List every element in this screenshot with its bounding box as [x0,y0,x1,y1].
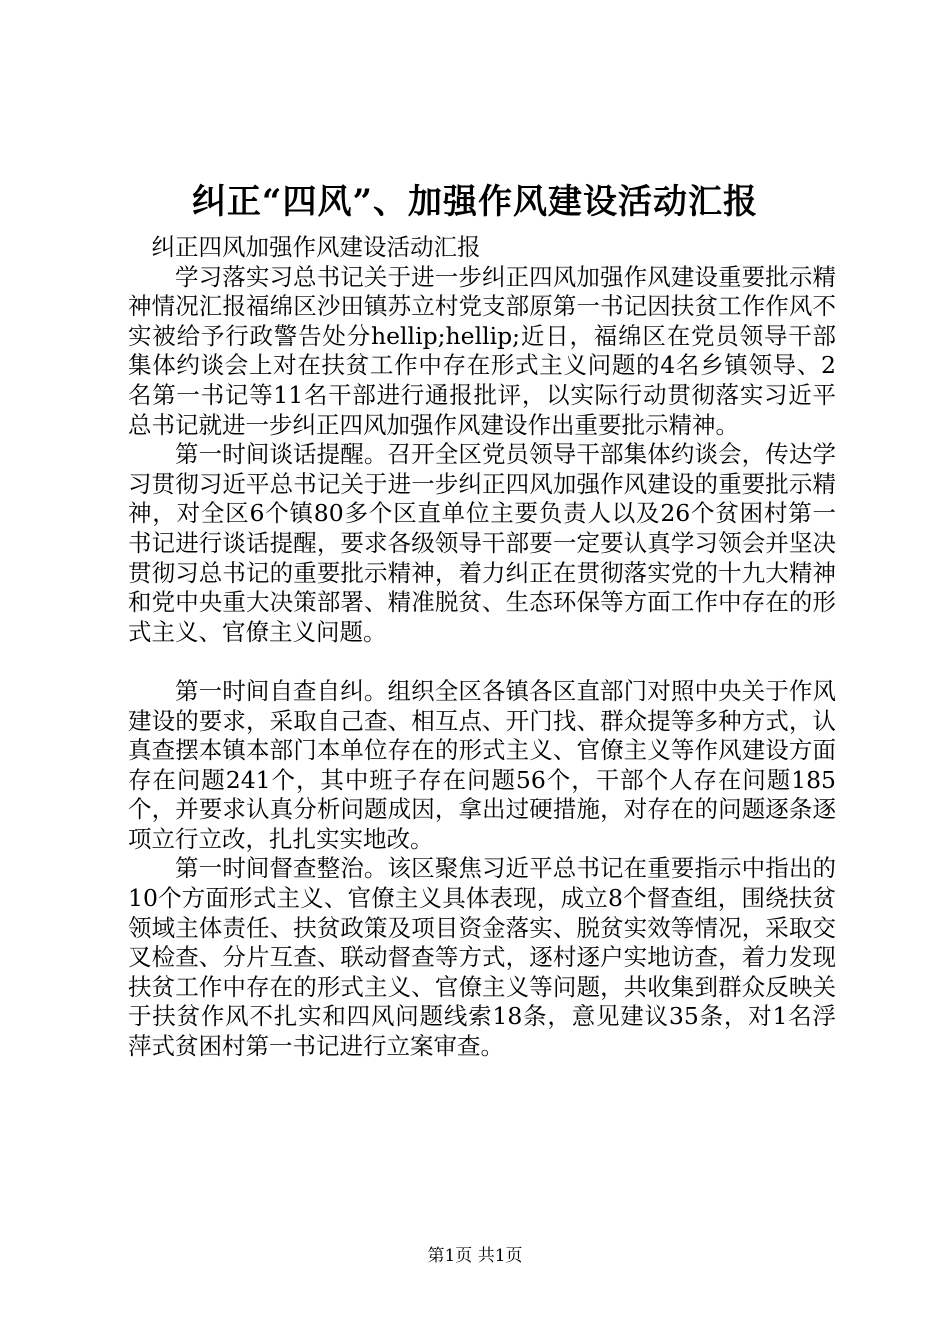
paragraph-self-check: 第一时间自查自纠。组织全区各镇各区直部门对照中央关于作风建设的要求，采取自己查、相互点、开门找、群众提等多种方式，认真查摆本镇本部门本单位存在的形式主义、官僚主义等作风建设方面存在问题241个，其中班子存在问题56个，干部个人存在问题185个，并要求认真分析问题成因，拿出过硬措施，对存在的问题逐条逐项立行立改，扎扎实实地改。 [128,676,836,853]
document-title: 纠正“四风”、加强作风建设活动汇报 [191,182,759,222]
paragraph-talk-reminder: 第一时间谈话提醒。召开全区党员领导干部集体约谈会，传达学习贯彻习近平总书记关于进一步纠正四风加强作风建设的重要批示精神，对全区6个镇80多个区直单位主要负责人以及26个贫困村第一书记进行谈话提醒，要求各级领导干部要一定要认真学习领会并坚决贯彻习总书记的重要批示精神，着力纠正在贯彻落实党的十九大精神和党中央重大决策部署、精准脱贫、生态环保等方面工作中存在的形式主义、官僚主义问题。 [128,440,836,646]
document-body [128,233,836,1062]
page-number-footer: 第1页 共1页 [427,1246,523,1266]
document-subtitle: 纠正四风加强作风建设活动汇报 [151,233,481,261]
paragraph-inspection: 第一时间督查整治。该区聚焦习近平总书记在重要指示中指出的10个方面形式主义、官僚主义具体表现，成立8个督查组，围绕扶贫领域主体责任、扶贫政策及项目资金落实、脱贫实效等情况，采取交叉检查、分片互查、联动督查等方式，逐村逐户实地访查，着力发现扶贫工作中存在的形式主义、官僚主义等问题，共收集到群众反映关于扶贫作风不扎实和四风问题线索18条，意见建议35条，对1名浮萍式贫困村第一书记进行立案审查。 [128,854,836,1061]
paragraph-intro: 学习落实习总书记关于进一步纠正四风加强作风建设重要批示精神情况汇报福绵区沙田镇苏立村党支部原第一书记因扶贫工作作风不实被给予行政警告处分hellip;hellip;近日，福绵区在党员领导干部集体约谈会上对在扶贫工作中存在形式主义问题的4名乡镇领导、2名第一书记等11名干部进行通报批评，以实际行动贯彻落实习近平总书记就进一步纠正四风加强作风建设作出重要批示精神。 [128,262,836,439]
